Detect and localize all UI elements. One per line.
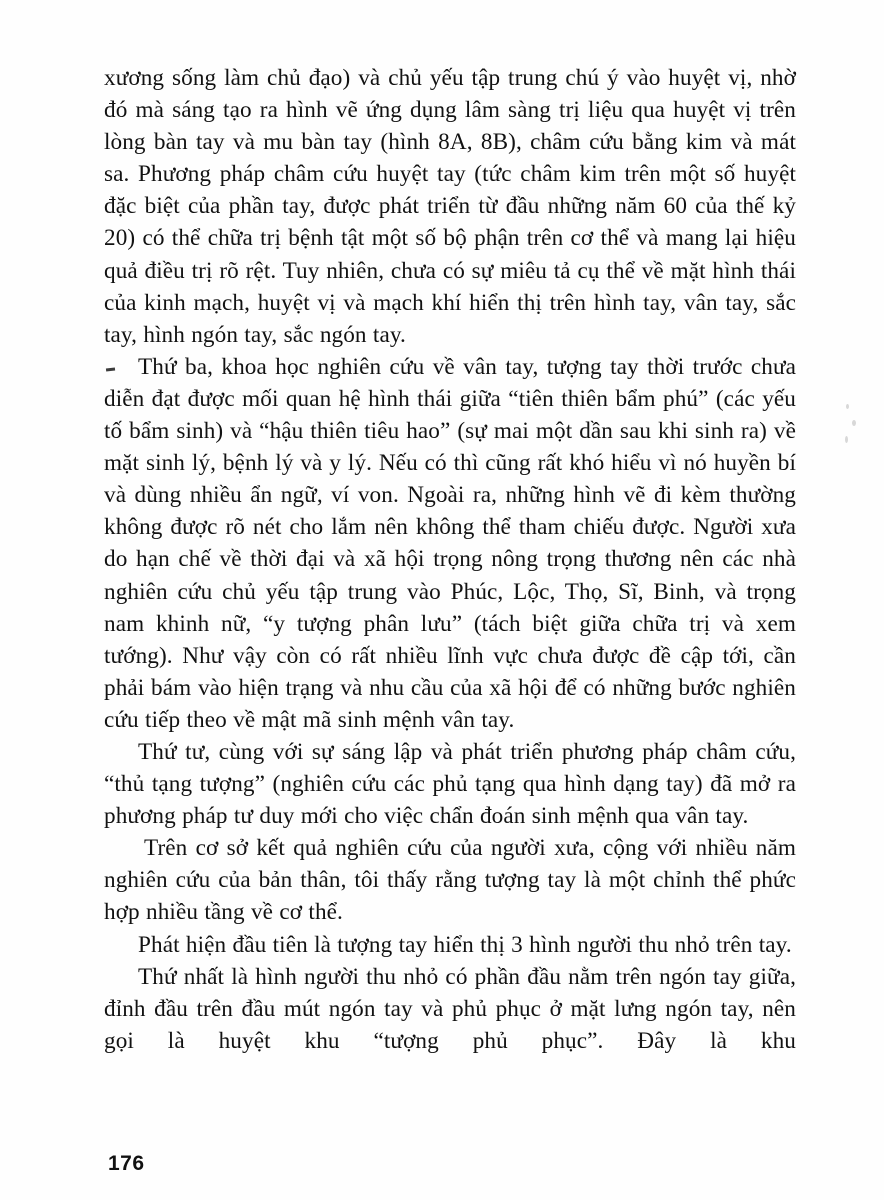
scan-speck xyxy=(845,436,848,443)
paragraph-4: Trên cơ sở kết quả nghiên cứu của người xưa, cộng với nhiều năm nghiên cứu của bản thân, tôi thấy rằng tượng tay là một chỉnh thể phức hợp nhiều tầng về cơ thể. xyxy=(104,835,796,926)
paragraph-5: Phát hiện đầu tiên là tượng tay hiển thị 3 hình người thu nhỏ trên tay. xyxy=(138,931,792,958)
paragraph-6: Thứ nhất là hình người thu nhỏ có phần đầu nằm trên ngón tay giữa, đỉnh đầu trên đầu mút ngón tay và phủ phục ở mặt lưng ngón tay, nên gọi là huyệt khu “tượng phủ phục”. Đây là khu xyxy=(104,963,796,1054)
scan-speck xyxy=(852,420,856,426)
body-text-block xyxy=(104,62,796,1089)
paragraph-1: xương sống làm chủ đạo) và chủ yếu tập trung chú ý vào huyệt vị, nhờ đó mà sáng tạo ra hình vẽ ứng dụng lâm sàng trị liệu qua huyệt vị trên lòng bàn tay và mu bàn tay (hình 8A, 8B), châm cứu bằng kim và mát sa. Phương pháp châm cứu huyệt tay (tức châm kim trên một số huyệt đặc biệt của phần tay, được phát triển từ đầu những năm 60 của thế kỷ 20) có thể chữa trị bệnh tật một số bộ phận trên cơ thể và mang lại hiệu quả điều trị rõ rệt. Tuy nhiên, chưa có sự miêu tả cụ thể về mặt hình thái của kinh mạch, huyệt vị và mạch khí hiển thị trên hình tay, vân tay, sắc tay, hình ngón tay, sắc ngón tay. xyxy=(104,65,796,348)
scan-speck xyxy=(846,404,849,409)
paragraph-3: Thứ tư, cùng với sự sáng lập và phát triển phương pháp châm cứu, “thủ tạng tượng” (nghiên cứu các phủ tạng qua hình dạng tay) đã mở ra phương pháp tư duy mới cho việc chẩn đoán sinh mệnh qua vân tay. xyxy=(104,738,796,830)
page-number: 176 xyxy=(108,1152,145,1175)
paragraph-2: Thứ ba, khoa học nghiên cứu về vân tay, tượng tay thời trước chưa diễn đạt được mối quan hệ hình thái giữa “tiên thiên bẩm phú” (các yếu tố bẩm sinh) và “hậu thiên tiêu hao” (sự mai một dần sau khi sinh ra) về mặt sinh lý, bệnh lý và y lý. Nếu có thì cũng rất khó hiểu vì nó huyền bí và dùng nhiều ẩn ngữ, ví von. Ngoài ra, những hình vẽ đi kèm thường không được rõ nét cho lắm nên không thể tham chiếu được. Người xưa do hạn chế về thời đại và xã hội trọng nông trọng thương nên các nhà nghiên cứu chủ yếu tập trung vào Phúc, Lộc, Thọ, Sĩ, Binh, và trọng nam khinh nữ, “y tượng phân lưu” (tách biệt giữa chữa trị và xem tướng). Như vậy còn có rất nhiều lĩnh vực chưa được đề cập tới, cần phải bám vào hiện trạng và nhu cầu của xã hội để có những bước nghiên cứu tiếp theo về mật mã sinh mệnh vân tay. xyxy=(104,353,796,733)
